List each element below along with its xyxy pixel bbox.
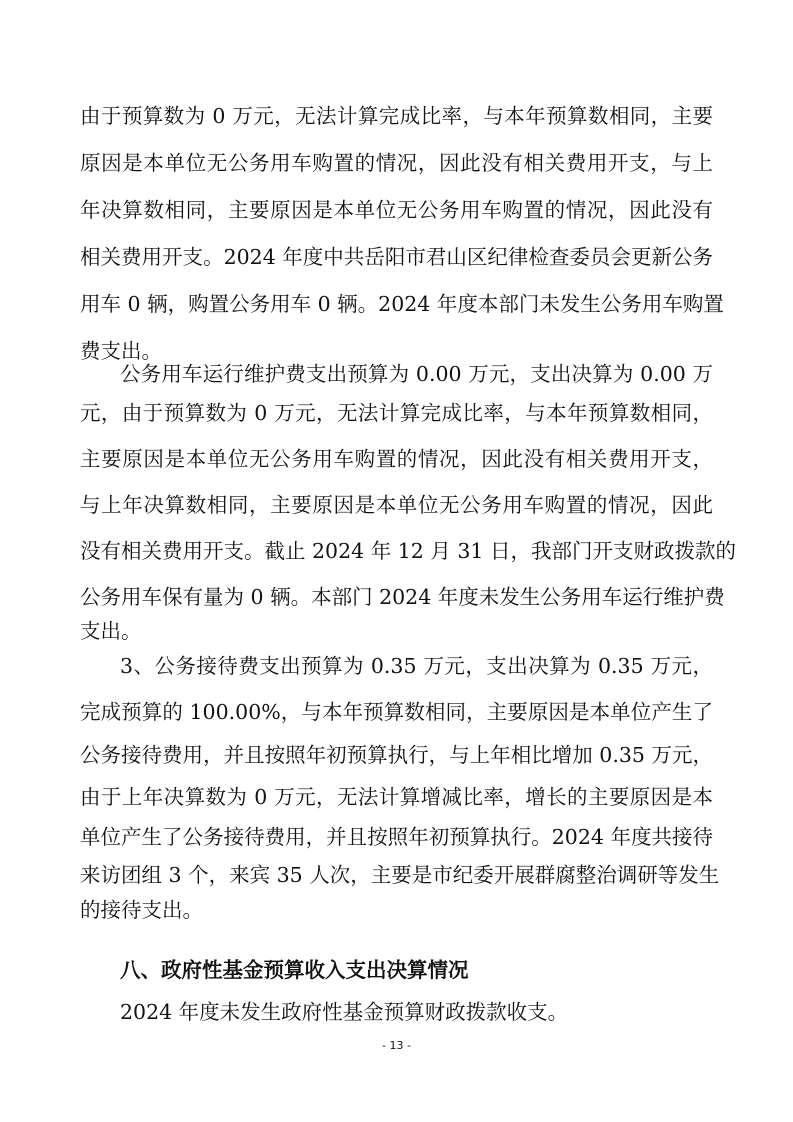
paragraph-1-line-5: 用车 0 辆，购置公务用车 0 辆。2024 年度本部门未发生公务用车购置 xyxy=(80,292,724,316)
paragraph-2-line-7: 支出。 xyxy=(80,619,142,643)
paragraph-2-line-3: 主要原因是本单位无公务用车购置的情况，因此没有相关费用开支， xyxy=(80,447,713,471)
section-heading: 八、政府性基金预算收入支出决算情况 xyxy=(120,958,469,982)
page-number: - 13 - xyxy=(382,1039,411,1052)
paragraph-3-line-4: 由于上年决算数为 0 万元，无法计算增减比率，增长的主要原因是本 xyxy=(80,785,713,809)
paragraph-1-line-2: 原因是本单位无公务用车购置的情况，因此没有相关费用开支，与上 xyxy=(80,151,713,175)
paragraph-3-line-1: 3、公务接待费支出预算为 0.35 万元，支出决算为 0.35 万元， xyxy=(120,654,713,678)
paragraph-4-line-1: 2024 年度未发生政府性基金预算财政拨款收支。 xyxy=(120,1000,569,1024)
paragraph-3-line-5: 单位产生了公务接待费用，并且按照年初预算执行。2024 年度共接待 xyxy=(80,825,713,849)
paragraph-2-line-2: 元，由于预算数为 0 万元，无法计算完成比率，与本年预算数相同， xyxy=(80,401,713,425)
paragraph-1-line-1: 由于预算数为 0 万元，无法计算完成比率，与本年预算数相同，主要 xyxy=(80,104,713,128)
paragraph-3-line-3: 公务接待费用，并且按照年初预算执行，与上年相比增加 0.35 万元， xyxy=(80,743,713,767)
paragraph-2-line-6: 公务用车保有量为 0 辆。本部门 2024 年度未发生公务用车运行维护费 xyxy=(80,585,725,609)
paragraph-1-line-6: 费支出。 xyxy=(80,339,162,363)
paragraph-2-line-5: 没有相关费用开支。截止 2024 年 12 月 31 日，我部门开支财政拨款的 xyxy=(80,539,736,563)
paragraph-1-line-3: 年决算数相同，主要原因是本单位无公务用车购置的情况，因此没有 xyxy=(80,198,713,222)
paragraph-3-line-6: 来访团组 3 个，来宾 35 人次，主要是市纪委开展群腐整治调研等发生 xyxy=(80,863,720,887)
paragraph-1-line-4: 相关费用开支。2024 年度中共岳阳市君山区纪律检查委员会更新公务 xyxy=(80,245,713,269)
paragraph-2-line-4: 与上年决算数相同，主要原因是本单位无公务用车购置的情况，因此 xyxy=(80,493,713,517)
paragraph-3-line-2: 完成预算的 100.00%，与本年预算数相同，主要原因是本单位产生了 xyxy=(80,700,713,724)
paragraph-3-line-7: 的接待支出。 xyxy=(80,898,203,922)
paragraph-2-line-1: 公务用车运行维护费支出预算为 0.00 万元，支出决算为 0.00 万 xyxy=(120,362,713,386)
